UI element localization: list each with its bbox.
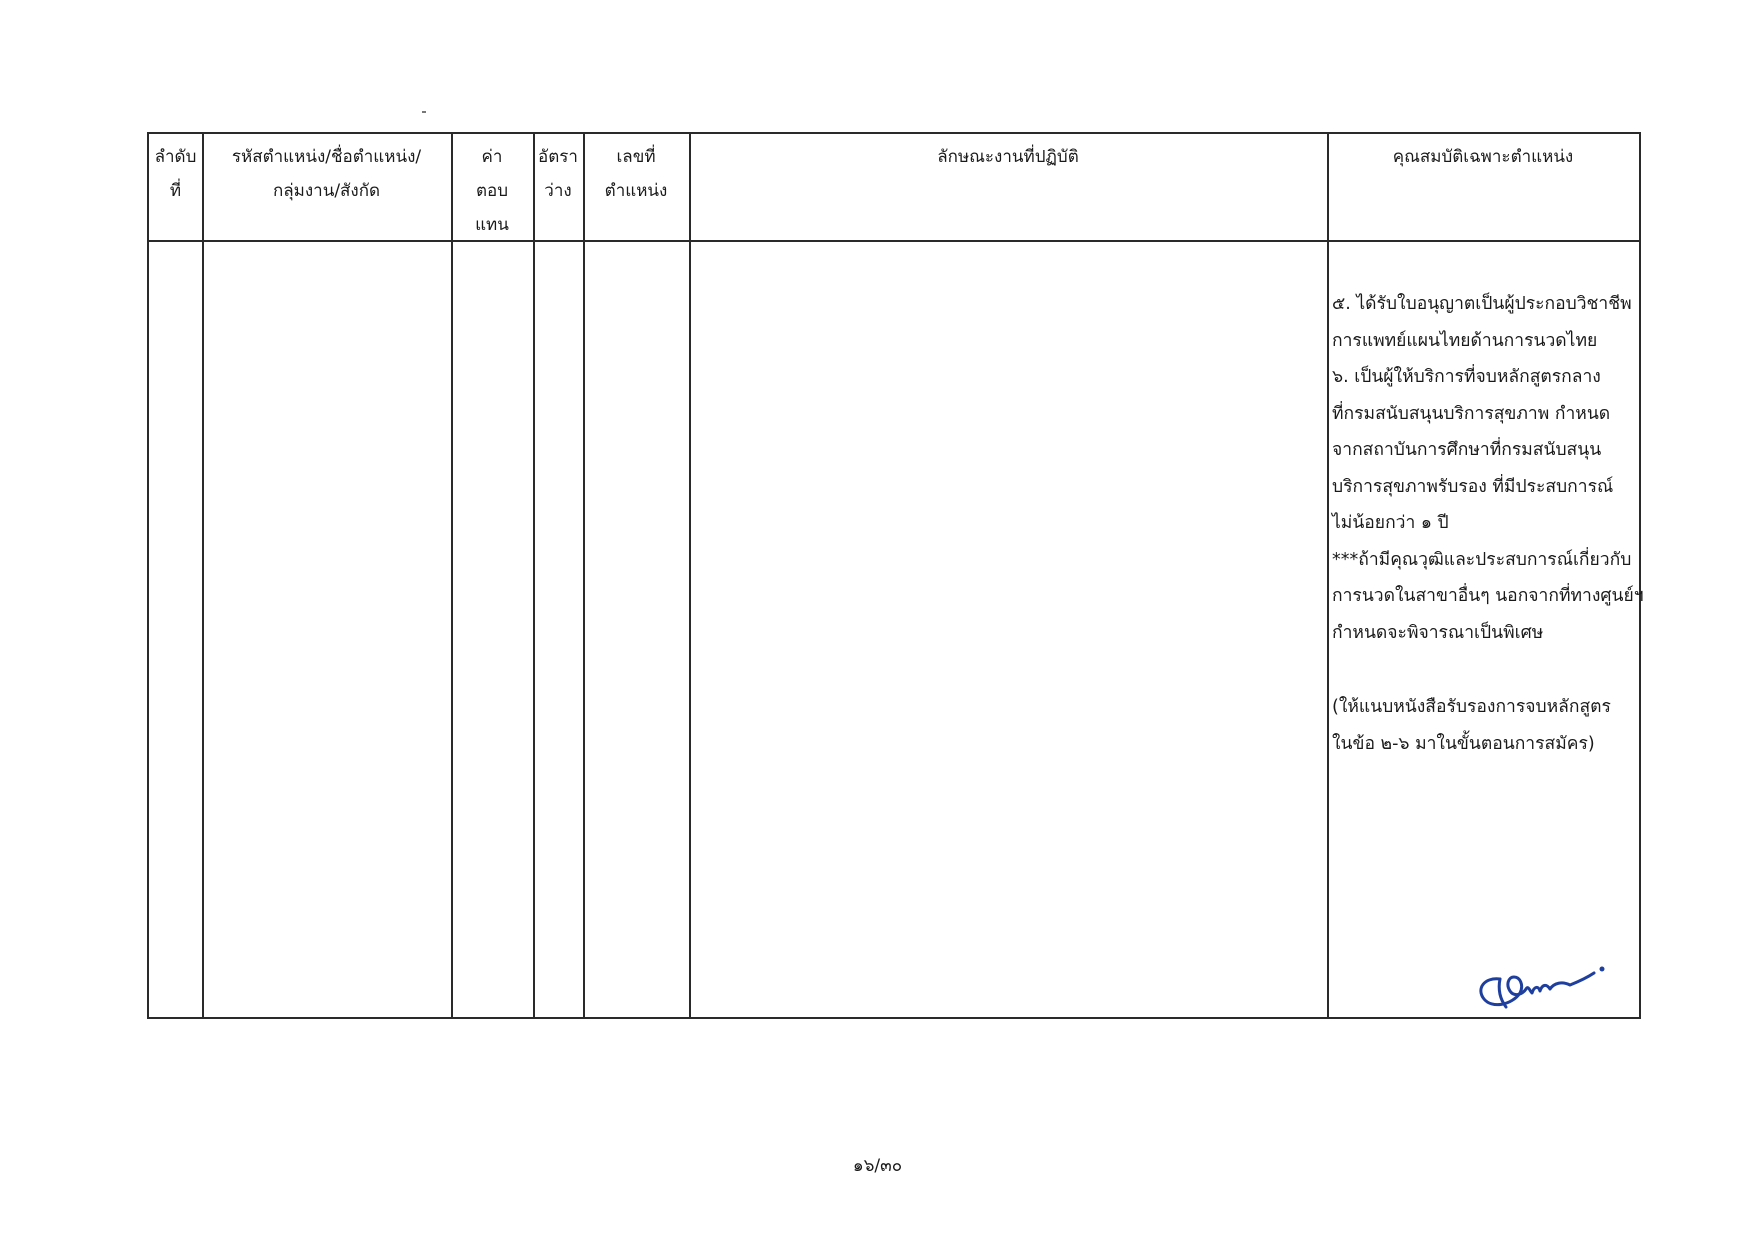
- qualification-note-line: ในข้อ ๒-๖ มาในขั้นตอนการสมัคร): [1332, 733, 1595, 754]
- column-divider: [689, 134, 691, 1017]
- qualification-line: การนวดในสาขาอื่นๆ นอกจากที่ทางศูนย์ฯ: [1332, 586, 1644, 606]
- header-job-description-line: ลักษณะงานที่ปฏิบัติ: [937, 147, 1079, 167]
- header-compensation: [451, 140, 533, 242]
- header-compensation-line: ค่า: [481, 147, 503, 167]
- header-position-line: กลุ่มงาน/สังกัด: [272, 181, 381, 201]
- qualification-line: กำหนดจะพิจารณาเป็นพิเศษ: [1332, 622, 1544, 643]
- qualifications-cell: [1332, 286, 1644, 762]
- header-order-line: ที่: [169, 181, 182, 201]
- column-divider: [202, 134, 204, 1017]
- header-divider: [149, 240, 1639, 242]
- header-compensation-line: ตอบ: [475, 181, 509, 201]
- column-divider: [583, 134, 585, 1017]
- header-qualifications: [1327, 140, 1639, 174]
- qualification-line: ๕. ได้รับใบอนุญาตเป็นผู้ประกอบวิชาชีพ: [1332, 294, 1632, 314]
- header-order: [149, 140, 202, 208]
- column-divider: [533, 134, 535, 1017]
- qualification-line: บริการสุขภาพรับรอง ที่มีประสบการณ์: [1332, 476, 1614, 497]
- qualification-line: ***ถ้ามีคุณวุฒิและประสบการณ์เกี่ยวกับ: [1332, 549, 1632, 570]
- scan-speck: [422, 111, 426, 113]
- header-position-number-line: ตำแหน่ง: [604, 181, 668, 201]
- paragraph-gap: [1332, 651, 1637, 689]
- header-vacancy-line: ว่าง: [544, 181, 572, 201]
- position-table: [147, 132, 1644, 1019]
- qualification-line: ๖. เป็นผู้ให้บริการที่จบหลักสูตรกลาง: [1332, 367, 1601, 387]
- signature-icon: [1470, 955, 1620, 1015]
- page-number: ๑๖/๓๐: [852, 1156, 903, 1176]
- header-position-line: รหัสตำแหน่ง/ชื่อตำแหน่ง/: [231, 147, 422, 167]
- header-position: [202, 140, 451, 208]
- header-compensation-line: แทน: [475, 215, 509, 235]
- header-position-number-line: เลขที่: [616, 147, 656, 167]
- header-vacancy-line: อัตรา: [538, 147, 578, 167]
- header-position-number: [583, 140, 689, 208]
- header-job-description: [689, 140, 1327, 174]
- qualification-line: ที่กรมสนับสนุนบริการสุขภาพ กำหนด: [1332, 403, 1611, 424]
- column-divider: [451, 134, 453, 1017]
- header-qualifications-line: คุณสมบัติเฉพาะตำแหน่ง: [1392, 147, 1574, 167]
- qualification-note-line: (ให้แนบหนังสือรับรองการจบหลักสูตร: [1332, 697, 1611, 717]
- header-order-line: ลำดับ: [154, 147, 197, 167]
- qualification-line: การแพทย์แผนไทยด้านการนวดไทย: [1332, 330, 1598, 351]
- column-divider: [1327, 134, 1329, 1017]
- qualification-line: จากสถาบันการศึกษาที่กรมสนับสนุน: [1332, 440, 1602, 460]
- qualification-line: ไม่น้อยกว่า ๑ ปี: [1332, 513, 1449, 533]
- header-vacancy: [533, 140, 583, 208]
